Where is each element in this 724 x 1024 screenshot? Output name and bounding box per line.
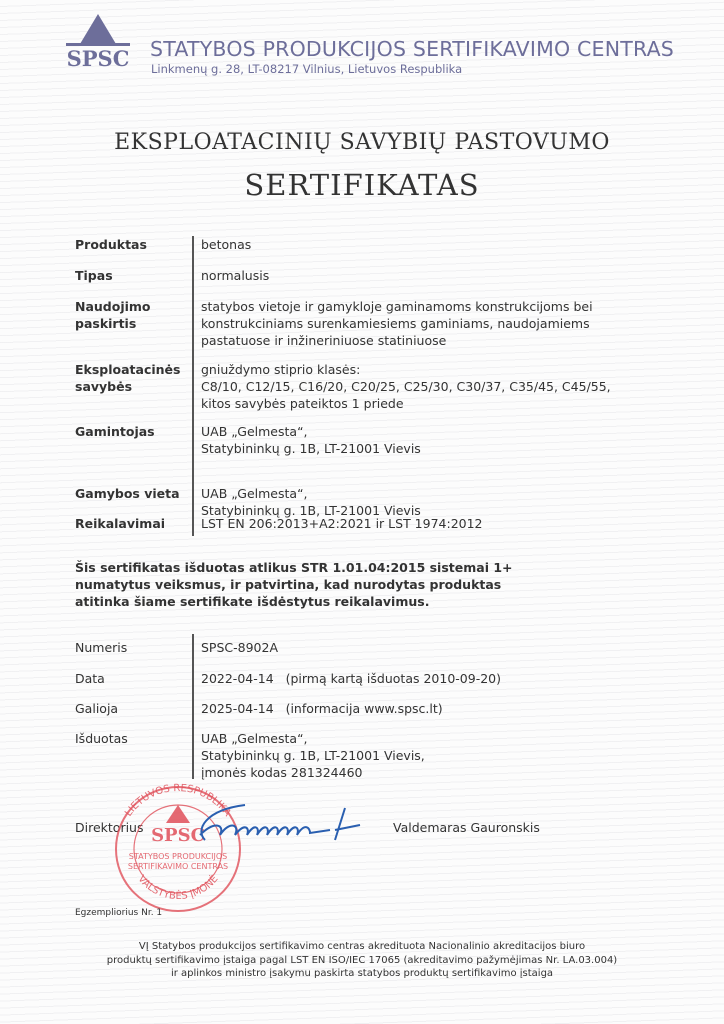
org-name: STATYBOS PRODUKCIJOS SERTIFIKAVIMO CENTRAS (150, 37, 675, 61)
value-gamybos-vieta: UAB „Gelmesta“, Statybininkų g. 1B, LT-21001 Vievis (201, 486, 421, 518)
label-gamybos-vieta: Gamybos vieta (75, 486, 180, 501)
label-data: Data (75, 671, 105, 686)
value-numeris: SPSC-8902A (201, 640, 279, 655)
label-isduotas: Išduotas (75, 731, 128, 746)
label-reikalavimai: Reikalavimai (75, 516, 166, 531)
director-label: Direktorius (75, 820, 144, 835)
certification-statement: Šis sertifikatas išduotas atlikus STR 1.01.04:2015 sistemai 1+ numatytus veiksmus, ir patvirtina, kad nurodytas produktas atitinka šiame sertifikate išdėstytus reikalavimus. (75, 560, 513, 609)
value-reikalavimai: LST EN 206:2013+A2:2021 ir LST 1974:2012 (201, 516, 483, 531)
value-produktas: betonas (201, 237, 252, 252)
svg-text:SERTIFIKAVIMO CENTRAS: SERTIFIKAVIMO CENTRAS (127, 862, 229, 871)
spsc-logo (66, 14, 130, 70)
accreditation-footer: VĮ Statybos produkcijos sertifikavimo centras akredituota Nacionalinio akreditacijos biuro produktų sertifikavimo įstaiga pagal LST EN ISO/IEC 17065 (akreditavimo pažymėjimas Nr. LA.03.004) ir aplinkos ministro įsakymu paskirta statybos produktų sertifikavimo įstaiga (106, 941, 618, 979)
svg-text:LIETUVOS RESPUBLIKA: LIETUVOS RESPUBLIKA (123, 782, 233, 819)
svg-text:STATYBOS PRODUKCIJOS: STATYBOS PRODUKCIJOS (128, 852, 228, 861)
value-paskirtis: statybos vietoje ir gamykloje gaminamoms konstrukcijoms bei konstrukciniams surenkamiesiems gaminiams, naudojamiems pastatuose ir inžineriniuose statiniuose (201, 299, 593, 348)
title-line-1: EKSPLOATACINIŲ SAVYBIŲ PASTOVUMO (114, 130, 610, 155)
org-address: Linkmenų g. 28, LT-08217 Vilnius, Lietuvos Respublika (151, 62, 463, 76)
label-gamintojas: Gamintojas (75, 424, 155, 439)
copy-number: Egzempliorius Nr. 1 (75, 908, 163, 918)
divider (192, 634, 194, 779)
svg-text:SPSC: SPSC (66, 46, 130, 70)
value-galioja: 2025-04-14 (informacija www.spsc.lt) (201, 701, 443, 716)
svg-text:SPSC: SPSC (151, 825, 205, 846)
value-gamintojas: UAB „Gelmesta“, Statybininkų g. 1B, LT-21001 Vievis (201, 424, 421, 456)
label-galioja: Galioja (75, 701, 119, 716)
label-produktas: Produktas (75, 237, 147, 252)
director-name: Valdemaras Gauronskis (393, 820, 540, 835)
label-savybes: Eksploatacinės savybės (75, 362, 181, 394)
value-data: 2022-04-14 (pirmą kartą išduotas 2010-09-20) (201, 671, 501, 686)
value-savybes: gniuždymo stiprio klasės: C8/10, C12/15, C16/20, C20/25, C25/30, C30/37, C35/45, C45/55, kitos savybės pateiktos 1 priede (201, 362, 611, 411)
title-line-2: SERTIFIKATAS (244, 168, 480, 202)
signature (185, 800, 385, 854)
value-tipas: normalusis (201, 268, 270, 283)
label-paskirtis: Naudojimo paskirtis (75, 299, 151, 331)
divider (192, 236, 194, 536)
label-numeris: Numeris (75, 640, 128, 655)
value-isduotas: UAB „Gelmesta“, Statybininkų g. 1B, LT-21001 Vievis, įmonės kodas 281324460 (201, 731, 425, 780)
svg-text:VALSTYBĖS ĮMONĖ: VALSTYBĖS ĮMONĖ (135, 873, 221, 903)
label-tipas: Tipas (75, 268, 113, 283)
